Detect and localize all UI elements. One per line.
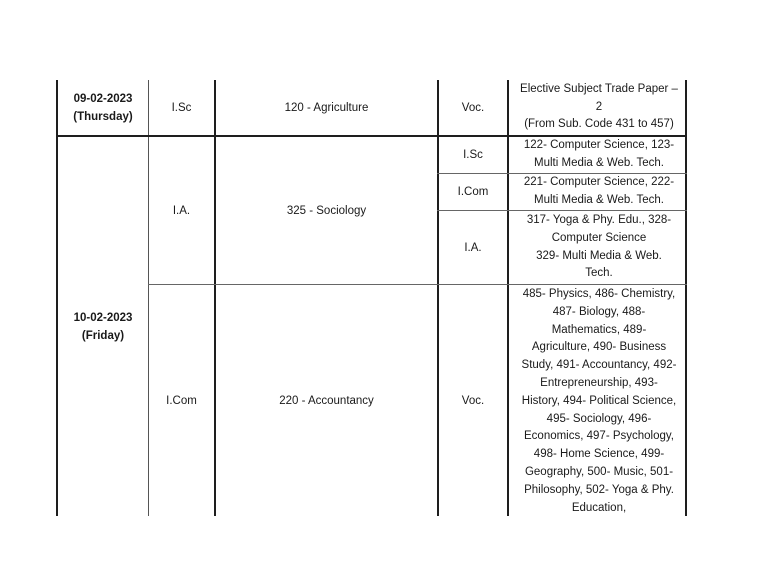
subject-line: Geography, 500- Music, 501-: [524, 465, 674, 478]
group-cell: Voc.: [461, 101, 485, 114]
paper-cell: 220 - Accountancy: [279, 395, 374, 407]
day-text: (Friday): [81, 330, 125, 342]
subject-line: History, 494- Political Science,: [521, 394, 677, 407]
subjects-cell: [509, 137, 689, 173]
subject-line: Tech.: [585, 267, 613, 280]
subject-line: Economics, 497- Psychology,: [524, 430, 674, 443]
subject-line: 487- Biology, 488-: [552, 305, 646, 318]
subject-line: 317- Yoga & Phy. Edu., 328-: [526, 213, 672, 226]
row-divider-2-left: [148, 284, 687, 285]
subjects-cell: [509, 80, 689, 135]
paper-cell: 120 - Agriculture: [284, 101, 369, 114]
date-cell: [58, 137, 148, 517]
subjects-cell: [509, 174, 689, 210]
subject-line: Elective Subject Trade Paper –: [520, 82, 678, 95]
group-cell: I.Sc: [463, 149, 483, 161]
group-cell: Voc.: [461, 395, 485, 407]
stream-cell: I.Com: [166, 395, 197, 407]
subject-line: 485- Physics, 486- Chemistry,: [522, 288, 676, 300]
subjects-cell: [509, 211, 689, 284]
subject-line: 495- Sociology, 496-: [546, 412, 652, 425]
subject-line: 122- Computer Science, 123-: [523, 139, 675, 152]
group-cell: I.A.: [464, 241, 482, 254]
subject-line: Multi Media & Web. Tech.: [534, 157, 664, 169]
stream-cell: I.Sc: [171, 101, 192, 114]
paper-cell: 325 - Sociology: [286, 204, 367, 217]
subject-line: 329- Multi Media & Web.: [536, 249, 662, 262]
stream-cell: I.A.: [172, 204, 191, 217]
date-text: 10-02-2023: [73, 312, 133, 324]
subject-line: Computer Science: [551, 231, 647, 244]
subjects-cell: [509, 286, 689, 516]
subject-line: Entrepreneurship, 493-: [540, 376, 658, 389]
subject-line: Study, 491- Accountancy, 492-: [521, 359, 677, 372]
subject-line: 498- Home Science, 499-: [533, 448, 665, 461]
group-cell: I.Com: [457, 186, 489, 198]
subject-line: 2: [595, 100, 603, 113]
subject-line: Education,: [571, 501, 627, 514]
day-text: (Thursday): [73, 110, 133, 123]
subject-line: Agriculture, 490- Business: [531, 341, 667, 354]
subject-line: Mathematics, 489-: [551, 323, 647, 336]
date-cell: [58, 80, 148, 135]
subject-line: 221- Computer Science, 222-: [523, 176, 675, 189]
subject-line: (From Sub. Code 431 to 457): [524, 118, 674, 131]
subject-line: Philosophy, 502- Yoga & Phy.: [524, 483, 674, 496]
date-text: 09-02-2023: [73, 92, 133, 105]
subject-line: Multi Media & Web. Tech.: [534, 194, 664, 206]
